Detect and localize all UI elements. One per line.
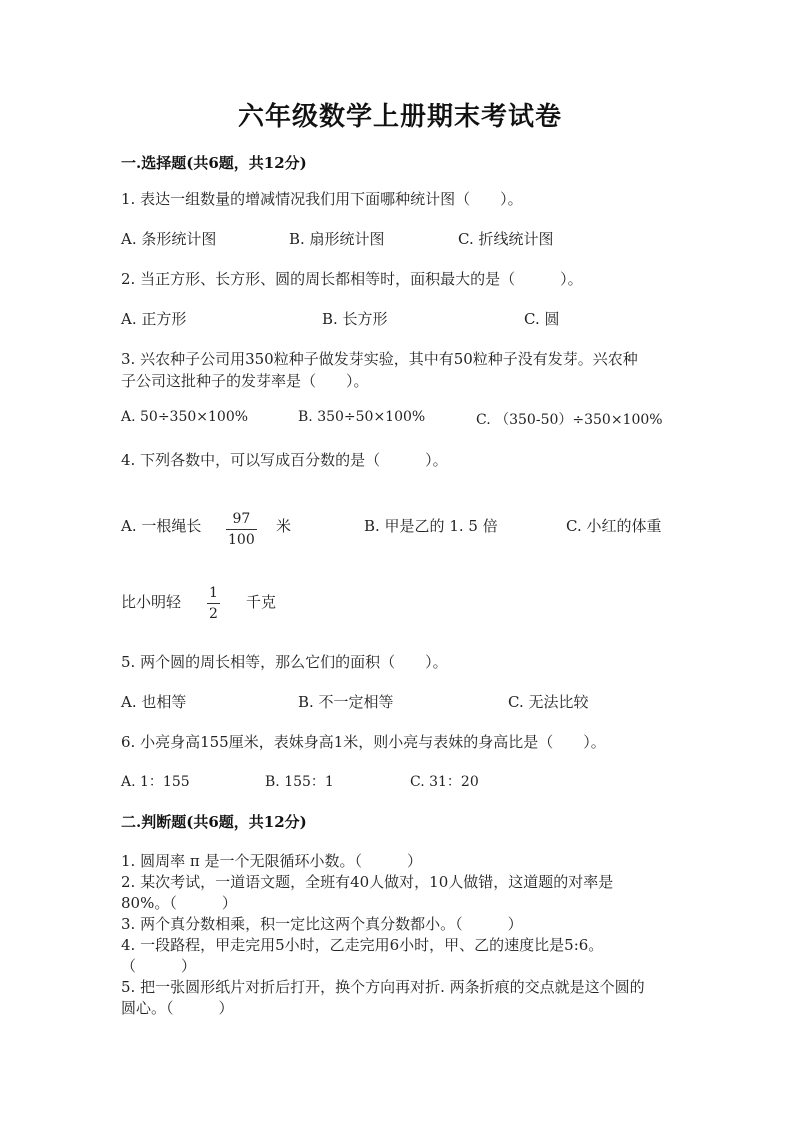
q5-option-c: C. 无法比较 — [508, 693, 589, 711]
q4-option-a-fraction — [226, 511, 257, 548]
question-6: 6. 小亮身高155厘米，表妹身高1米，则小亮与表妹的身高比是（ ）。 — [121, 733, 606, 751]
judgement-item-4-line2: （ ） — [121, 957, 197, 975]
q6-option-c: C. 31：20 — [410, 774, 479, 790]
section-choice-header: 一.选择题(共6题，共12分) — [121, 154, 307, 172]
q2-option-b: B. 长方形 — [322, 310, 388, 328]
q3-option-b: B. 350÷50×100% — [298, 409, 426, 425]
q3-option-a: A. 50÷350×100% — [121, 409, 249, 425]
judgement-item-3: 3. 两个真分数相乘，积一定比这两个真分数都小。（ ） — [121, 915, 523, 933]
q5-option-a: A. 也相等 — [121, 693, 187, 711]
q4-option-c-fraction — [207, 585, 220, 622]
q4-option-a-denominator: 100 — [228, 532, 255, 548]
judgement-item-5-line1: 5. 把一张圆形纸片对折后打开，换个方向再对折. 两条折痕的交点就是这个圆的 — [121, 978, 645, 996]
judgement-item-2-line1: 2. 某次考试，一道语文题，全班有40人做对，10人做错，这道题的对率是 — [121, 873, 614, 891]
q4-option-a-prefix: A. 一根绳长 — [121, 517, 202, 535]
exam-title: 六年级数学上册期末考试卷 — [237, 102, 562, 132]
q1-option-b: B. 扇形统计图 — [289, 230, 385, 248]
question-3-line1: 3. 兴农种子公司用350粒种子做发芽实验，其中有50粒种子没有发芽。兴农种 — [121, 350, 638, 368]
q4-option-c-line2: 比小明轻 — [121, 593, 182, 611]
q6-option-a: A. 1：155 — [121, 774, 190, 790]
q4-option-a-unit: 米 — [276, 517, 292, 535]
fraction-bar — [226, 529, 257, 530]
fraction-bar — [207, 603, 220, 604]
q4-option-a-numerator: 97 — [232, 511, 251, 527]
question-3-line2: 子公司这批种子的发芽率是（ ）。 — [121, 372, 369, 390]
q4-option-c-unit: 千克 — [246, 593, 277, 611]
q1-option-c: C. 折线统计图 — [458, 230, 554, 248]
q2-option-a: A. 正方形 — [121, 310, 187, 328]
q4-option-c-numerator: 1 — [209, 585, 218, 601]
judgement-item-1: 1. 圆周率 π 是一个无限循环小数。（ ） — [121, 852, 422, 870]
q3-option-c: C. （350-50）÷350×100% — [476, 412, 663, 428]
q6-option-b: B. 155：1 — [265, 774, 334, 790]
question-1: 1. 表达一组数量的增减情况我们用下面哪种统计图（ ）。 — [121, 190, 523, 208]
question-5: 5. 两个圆的周长相等，那么它们的面积（ ）。 — [121, 653, 448, 671]
judgement-item-2-line2: 80%。（ ） — [121, 894, 237, 912]
judgement-item-4-line1: 4. 一段路程，甲走完用5小时，乙走完用6小时，甲、乙的速度比是5:6。 — [121, 936, 604, 954]
judgement-item-5-line2: 圆心。（ ） — [121, 999, 234, 1017]
q2-option-c: C. 圆 — [524, 310, 560, 328]
q4-option-c-line1: C. 小红的体重 — [566, 517, 662, 535]
q4-option-b: B. 甲是乙的 1. 5 倍 — [364, 517, 498, 535]
question-2: 2. 当正方形、长方形、圆的周长都相等时，面积最大的是（ ）。 — [121, 270, 583, 288]
q5-option-b: B. 不一定相等 — [298, 693, 394, 711]
section-judgement-header: 二.判断题(共6题，共12分) — [121, 813, 307, 831]
q1-option-a: A. 条形统计图 — [121, 230, 217, 248]
q4-option-c-denominator: 2 — [209, 606, 218, 622]
question-4: 4. 下列各数中，可以写成百分数的是（ ）。 — [121, 451, 448, 469]
